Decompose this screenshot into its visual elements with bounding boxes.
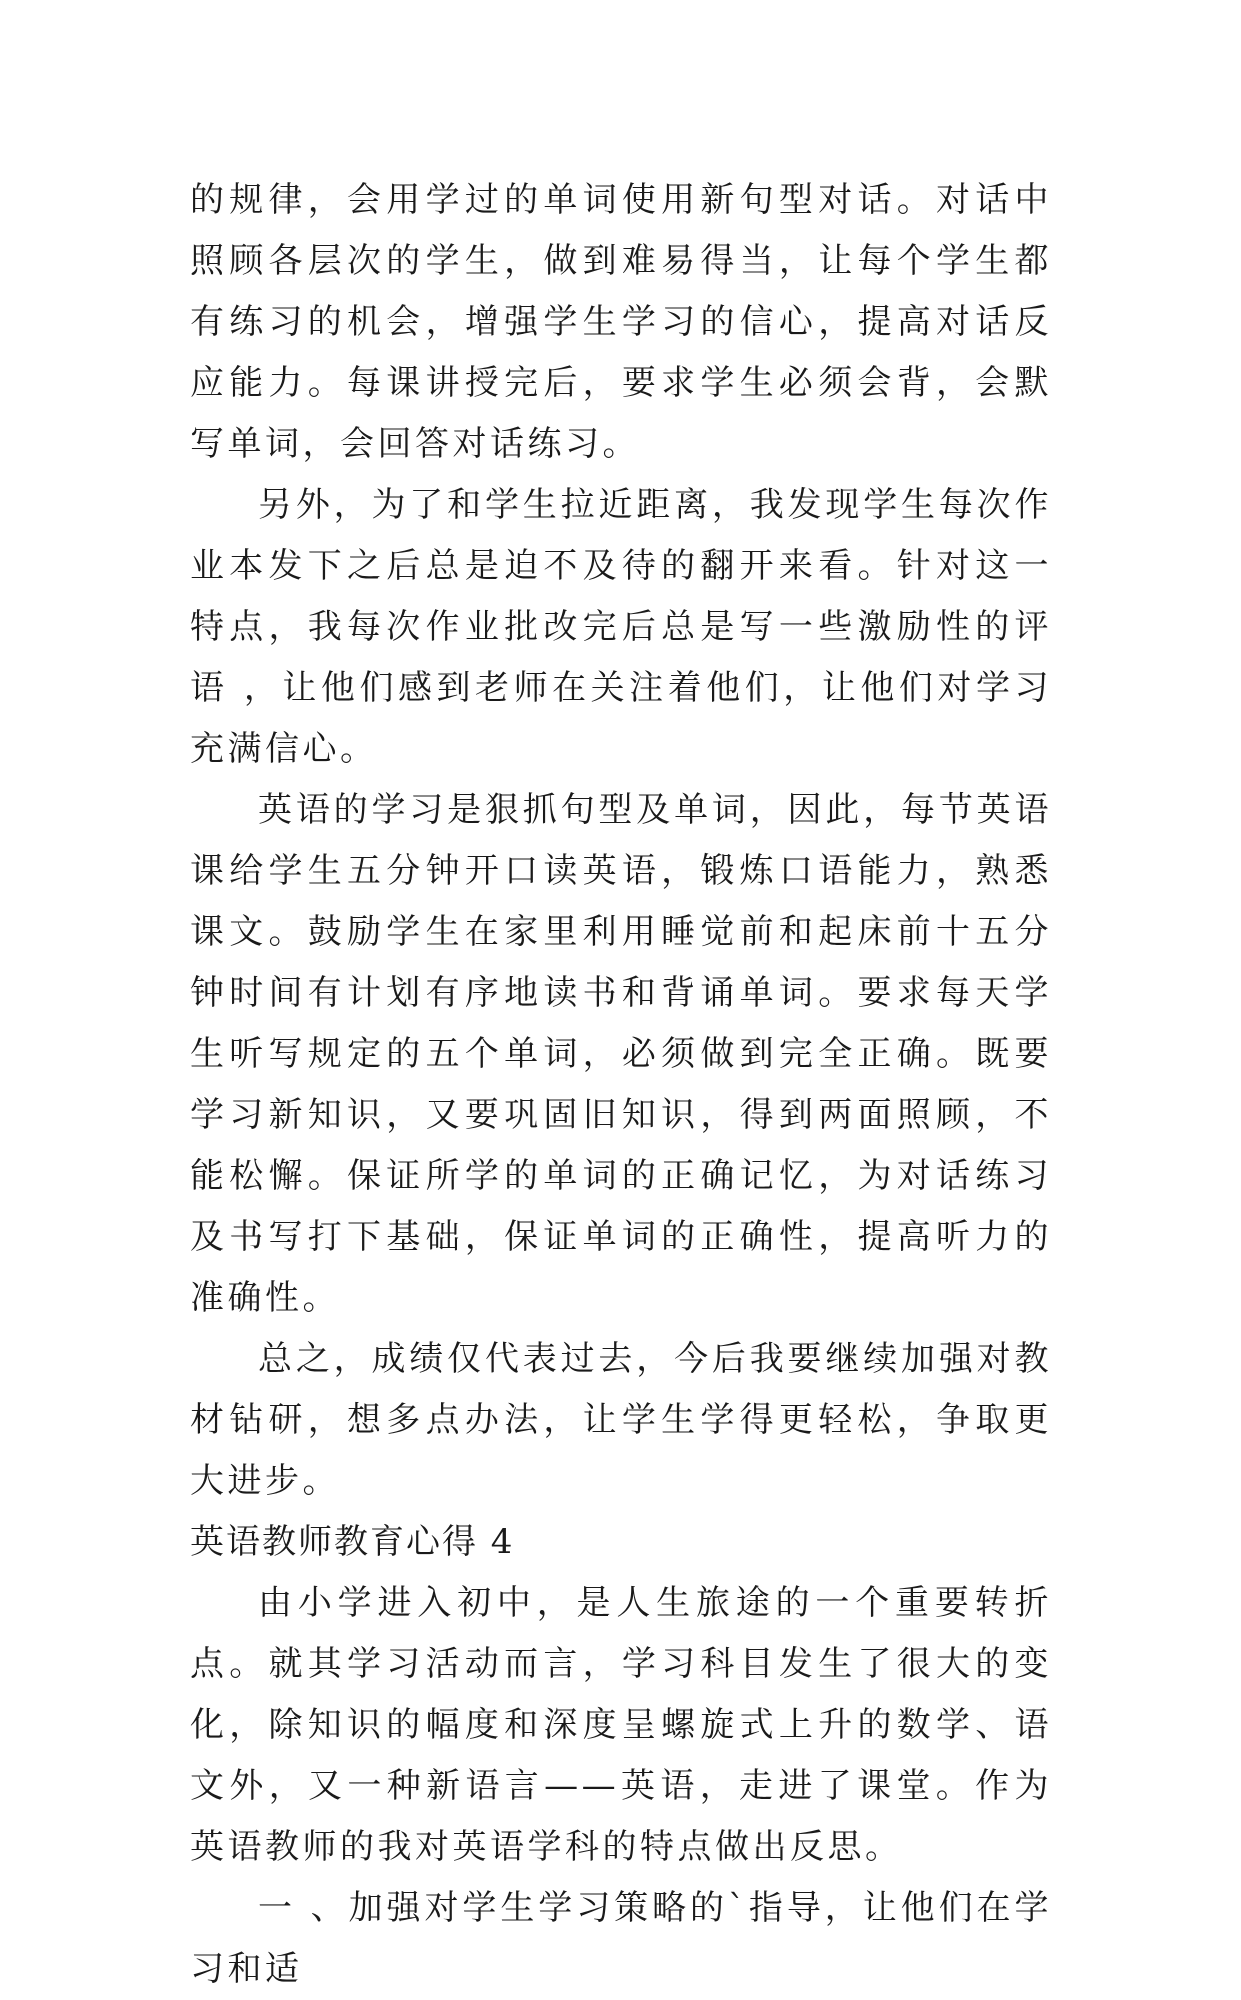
paragraph-6: 一 、加强对学生学习策略的`指导，让他们在学习和适: [190, 1888, 1052, 1989]
document-body: [190, 170, 1052, 2000]
paragraph-5: 由小学进入初中，是人生旅途的一个重要转折点。就其学习活动而言，学习科目发生了很大的变化，除知识的幅度和深度呈螺旋式上升的数学、语文外，又一种新语言——英语，走进了课堂。作为英语教师的我对英语学科的特点做出反思。: [190, 1583, 1052, 1867]
paragraph-4: 总之，成绩仅代表过去，今后我要继续加强对教材钻研，想多点办法，让学生学得更轻松，争取更大进步。: [190, 1339, 1052, 1501]
paragraph-2: 另外，为了和学生拉近距离，我发现学生每次作业本发下之后总是迫不及待的翻开来看。针对这一特点，我每次作业批改完后总是写一些激励性的评语 ，让他们感到老师在关注着他们，让他们对学习充满信心。: [190, 485, 1052, 769]
paragraph-1: 的规律，会用学过的单词使用新句型对话。对话中照顾各层次的学生，做到难易得当，让每个学生都有练习的机会，增强学生学习的信心，提高对话反应能力。每课讲授完后，要求学生必须会背，会默写单词，会回答对话练习。: [190, 180, 1052, 464]
paragraph-3: 英语的学习是狠抓句型及单词，因此，每节英语课给学生五分钟开口读英语，锻炼口语能力，熟悉课文。鼓励学生在家里利用睡觉前和起床前十五分钟时间有计划有序地读书和背诵单词。要求每天学生听写规定的五个单词，必须做到完全正确。既要学习新知识，又要巩固旧知识，得到两面照顾，不能松懈。保证所学的单词的正确记忆，为对话练习及书写打下基础，保证单词的正确性，提高听力的准确性。: [190, 790, 1052, 1318]
section-heading: 英语教师教育心得 4: [190, 1522, 515, 1562]
